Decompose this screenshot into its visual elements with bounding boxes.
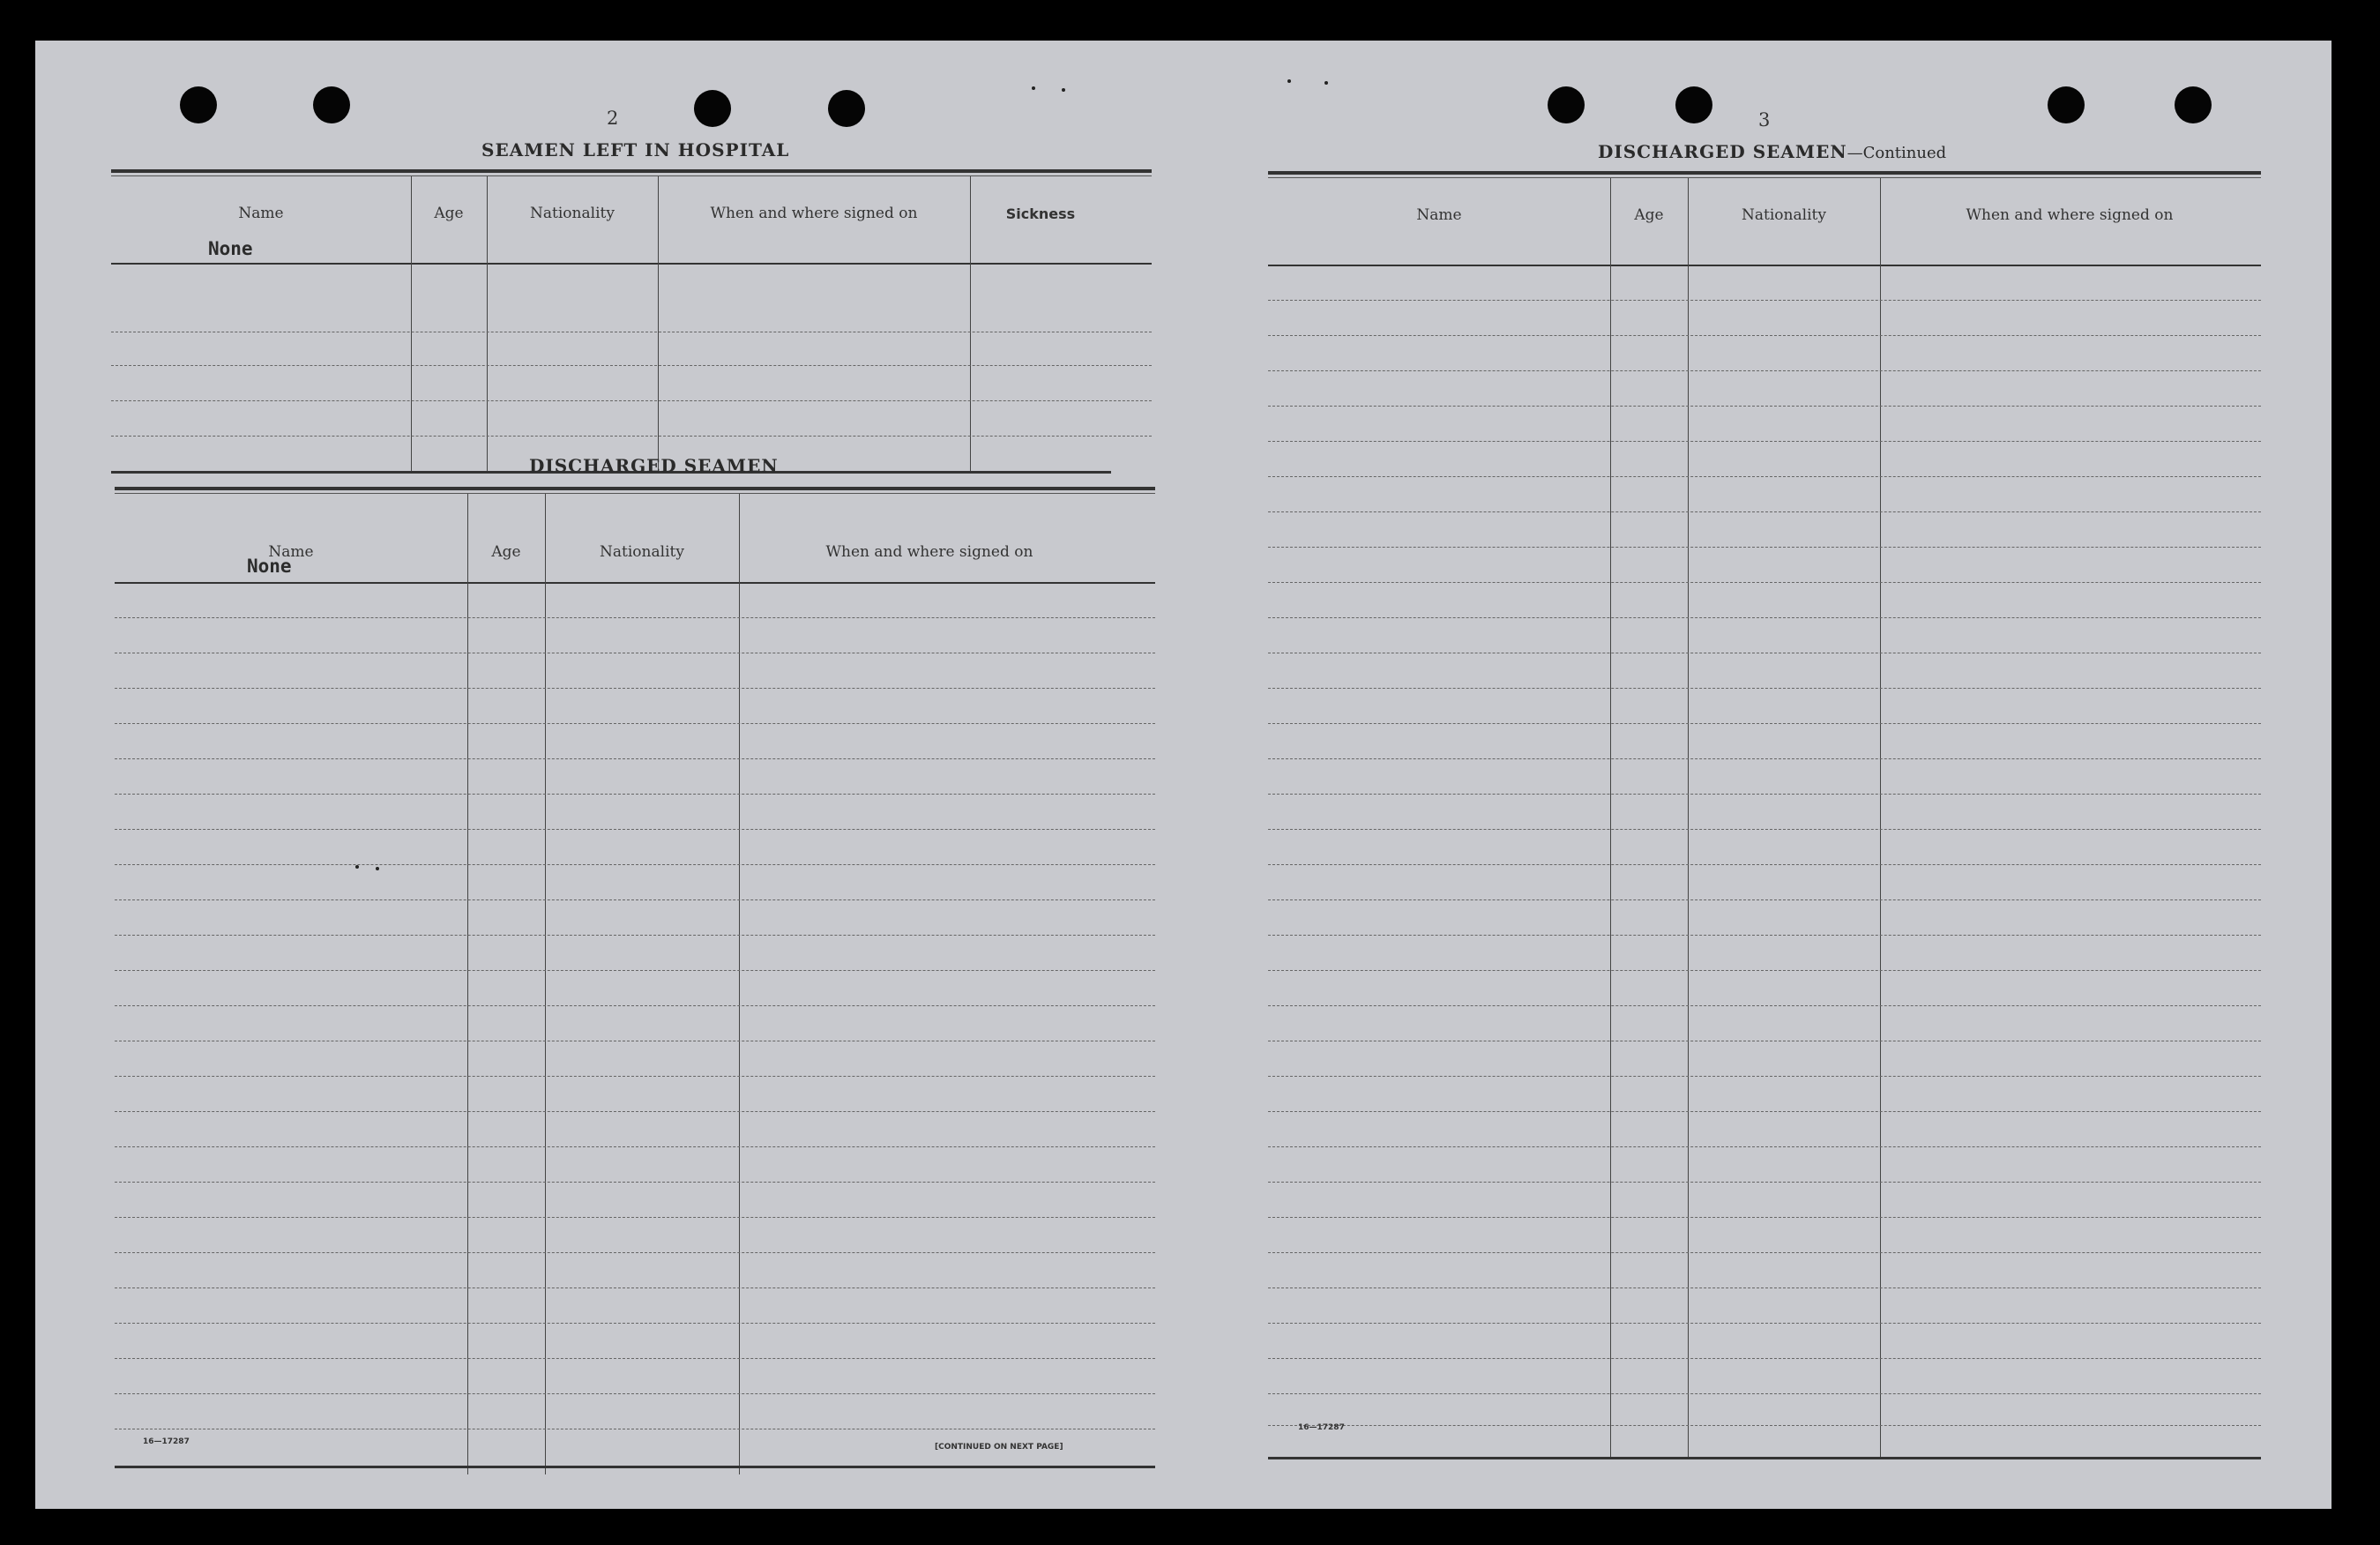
ink-speck — [355, 865, 359, 869]
hospital-col-nationality: Nationality — [530, 205, 615, 222]
punch-hole — [1675, 86, 1712, 123]
form-number-right: 16—17287 — [1298, 1423, 1345, 1432]
hospital-entry-none: None — [208, 238, 253, 259]
discharged-col-name: Name — [268, 543, 314, 561]
ink-speck — [1287, 79, 1291, 83]
hospital-col-sickness: Sickness — [1005, 205, 1076, 222]
discharged-section-title: DISCHARGED SEAMEN — [529, 455, 779, 476]
punch-hole — [313, 86, 350, 123]
hospital-section-title: SEAMEN LEFT IN HOSPITAL — [481, 139, 790, 160]
document-paper — [35, 41, 2332, 1509]
page-number-right: 3 — [1758, 109, 1771, 131]
discharged-right-col-name: Name — [1416, 206, 1462, 224]
discharged-right-col-nationality: Nationality — [1742, 206, 1826, 224]
continued-note: [CONTINUED ON NEXT PAGE] — [935, 1443, 1063, 1452]
hospital-col-name: Name — [238, 205, 284, 222]
hospital-col-age: Age — [434, 205, 464, 222]
ink-speck — [1324, 81, 1328, 85]
discharged-col-age: Age — [491, 543, 521, 561]
discharged-continued-title-suffix: —Continued — [1847, 144, 1947, 162]
punch-hole — [2048, 86, 2085, 123]
hospital-table — [111, 169, 1152, 476]
hospital-col-signed-on: When and where signed on — [710, 205, 918, 222]
punch-hole — [2175, 86, 2212, 123]
discharged-entry-none: None — [247, 556, 292, 577]
ink-speck — [1062, 88, 1065, 92]
page-number-left: 2 — [607, 108, 619, 129]
discharged-table-left — [115, 487, 1155, 1476]
discharged-continued-title-main: DISCHARGED SEAMEN — [1598, 141, 1847, 162]
ink-speck — [376, 867, 379, 870]
discharged-table-right — [1268, 171, 2261, 1466]
punch-hole — [1548, 86, 1585, 123]
discharged-col-nationality: Nationality — [600, 543, 684, 561]
punch-hole — [828, 90, 865, 127]
punch-hole — [180, 86, 217, 123]
discharged-continued-title — [1598, 141, 1946, 162]
ink-speck — [1032, 86, 1035, 90]
punch-hole — [694, 90, 731, 127]
discharged-right-col-age: Age — [1634, 206, 1664, 224]
discharged-right-col-signed-on: When and where signed on — [1966, 206, 2174, 224]
form-number-left: 16—17287 — [143, 1437, 190, 1446]
discharged-col-signed-on: When and where signed on — [825, 543, 1033, 561]
